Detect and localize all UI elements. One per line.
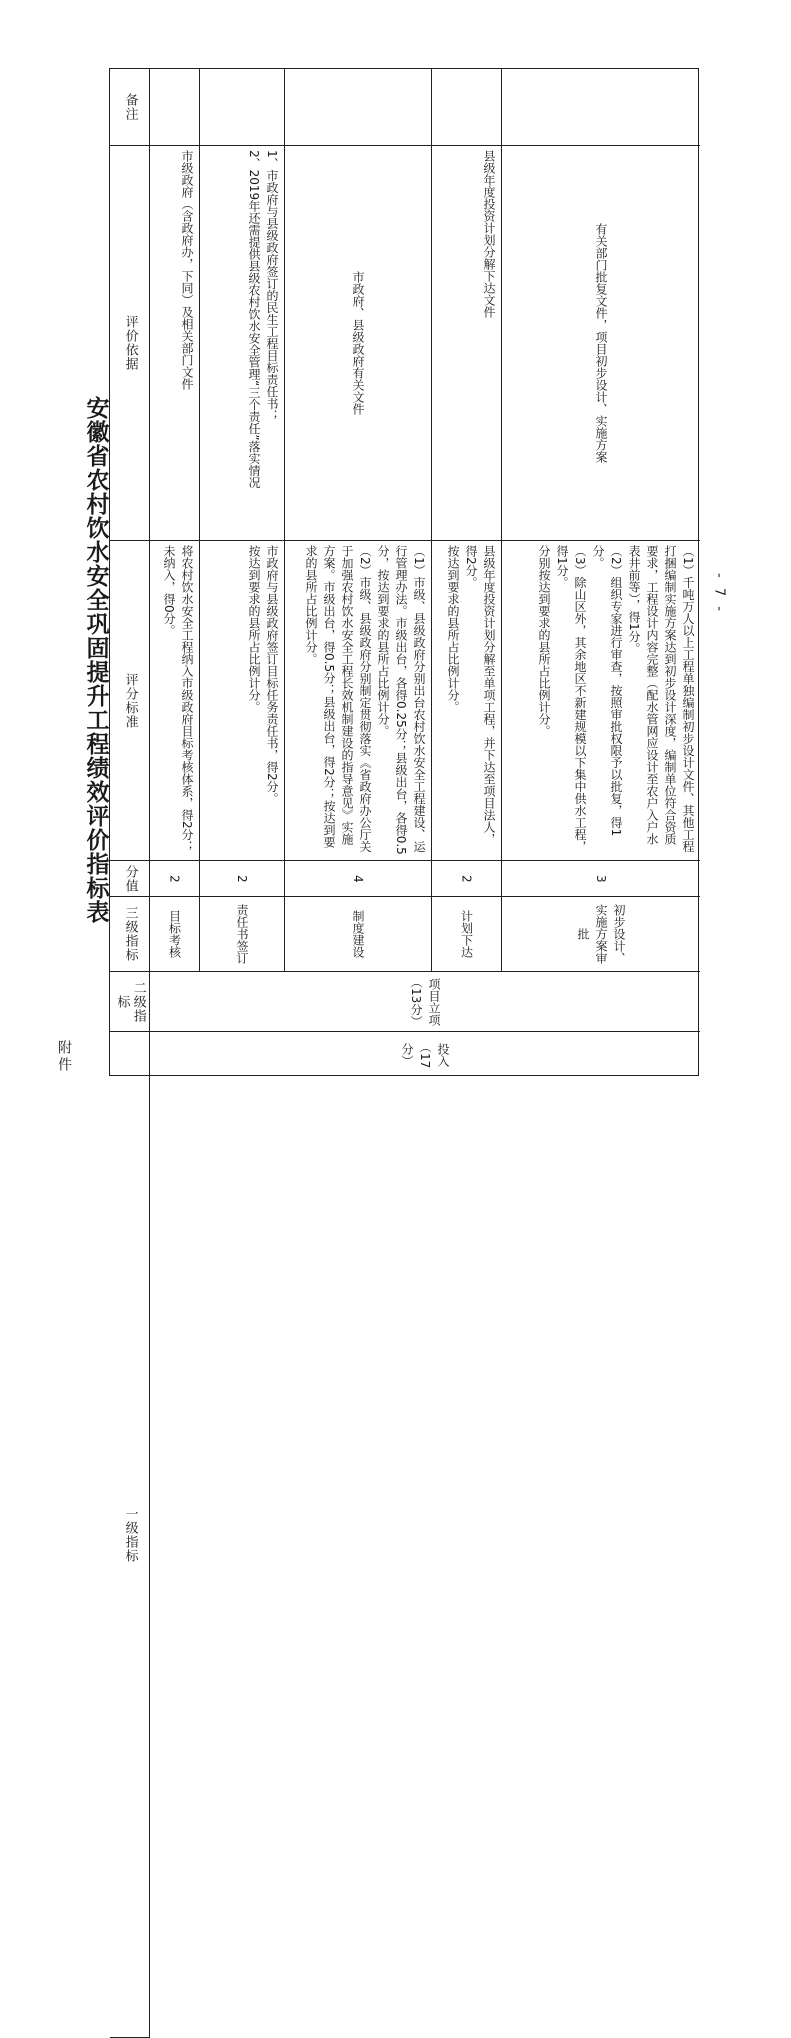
page-title: 安徽省农村饮水安全巩固提升工程绩效评价指标表 [82,396,109,924]
row3-remark [285,69,432,146]
row3-level3: 制度建设 [285,897,432,972]
row3-basis: 市政府、县级政府有关文件 [285,146,432,541]
row1-score: 2 [150,861,200,897]
header-level2: 二级指标 [110,972,150,1032]
header-basis: 评价依据 [110,146,150,541]
row2-criteria: 市政府与县级政府签订目标任务责任书，得2分。 按达到要求的县所占比例计分。 [200,541,285,861]
page-number: - 7 - [711,572,727,614]
row4-score: 2 [432,861,502,897]
header-level3: 三级指标 [110,897,150,972]
row2-level3: 责任书签订 [200,897,285,972]
row5-basis: 有关部门批复文件，项目初步设计、实施方案 [502,146,700,541]
row5-score: 3 [502,861,700,897]
row1-basis: 市级政府（含政府办，下同）及相关部门文件 [150,146,200,541]
row4-level3: 计划下达 [432,897,502,972]
row5-remark [502,69,700,146]
row2-basis: 1、市政府与县级政府签订的民生工程目标责任书； 2、2019年还需提供县级农村饮水安全管理“三个责任”落实情况 [200,146,285,541]
row4-basis: 县级年度投资计划分解下达文件 [432,146,502,541]
header-criteria: 评分标准 [110,541,150,861]
row1-remark [150,69,200,146]
attachment-label: 附件 [56,1040,72,1074]
header-level1: 一级指标 [110,1032,150,2038]
row4-remark [432,69,502,146]
row2-remark [200,69,285,146]
level1-merged-cell: 投入（17分） [400,1040,450,1069]
row5-level3: 初步设计、实施方案审批 [502,897,700,972]
row5-criteria: （1）千吨万人以上工程单独编制初步设计文件、其他工程打捆编制实施方案达到初步设计深度，编制单位符合资质要求，工程设计内容完整（配水管网应设计至农户入户水表井前等），得1分。 （2）组织专家进行审查，按照审批权限予以批复，得1分。 （3）除山区外，其余地区不新建规模以下集中供水工程，得1分。 分别按达到要求的县所占比例计分。 [502,541,700,861]
row1-criteria: 将农村饮水安全工程纳入市级政府目标考核体系，得2分；未纳入，得0分。 [150,541,200,861]
row1-level3: 目标考核 [150,897,200,972]
row3-score: 4 [285,861,432,897]
row3-criteria: （1）市级、县级政府分别出台农村饮水安全工程建设、运行管理办法。市级出台，各得0.25分；县级出台，各得0.5分，按达到要求的县所占比例计分。 （2）市级、县级政府分别制定贯彻落实《省政府办公厅关于加强农村饮水安全工程长效机制建设的指导意见》实施方案。市级出台，得0.5分；县级出台，得2分；按达到要求的县所占比例计分。 [285,541,432,861]
header-score: 分值 [110,861,150,897]
evaluation-table [109,68,699,1563]
row2-score: 2 [200,861,285,897]
level2-merged-cell: 项目立项（13分） [150,972,700,1032]
row4-criteria: 县级年度投资计划分解至单项工程，并下达至项目法人，得2分。 按达到要求的县所占比例计分。 [432,541,502,861]
header-remark: 备注 [110,69,150,146]
